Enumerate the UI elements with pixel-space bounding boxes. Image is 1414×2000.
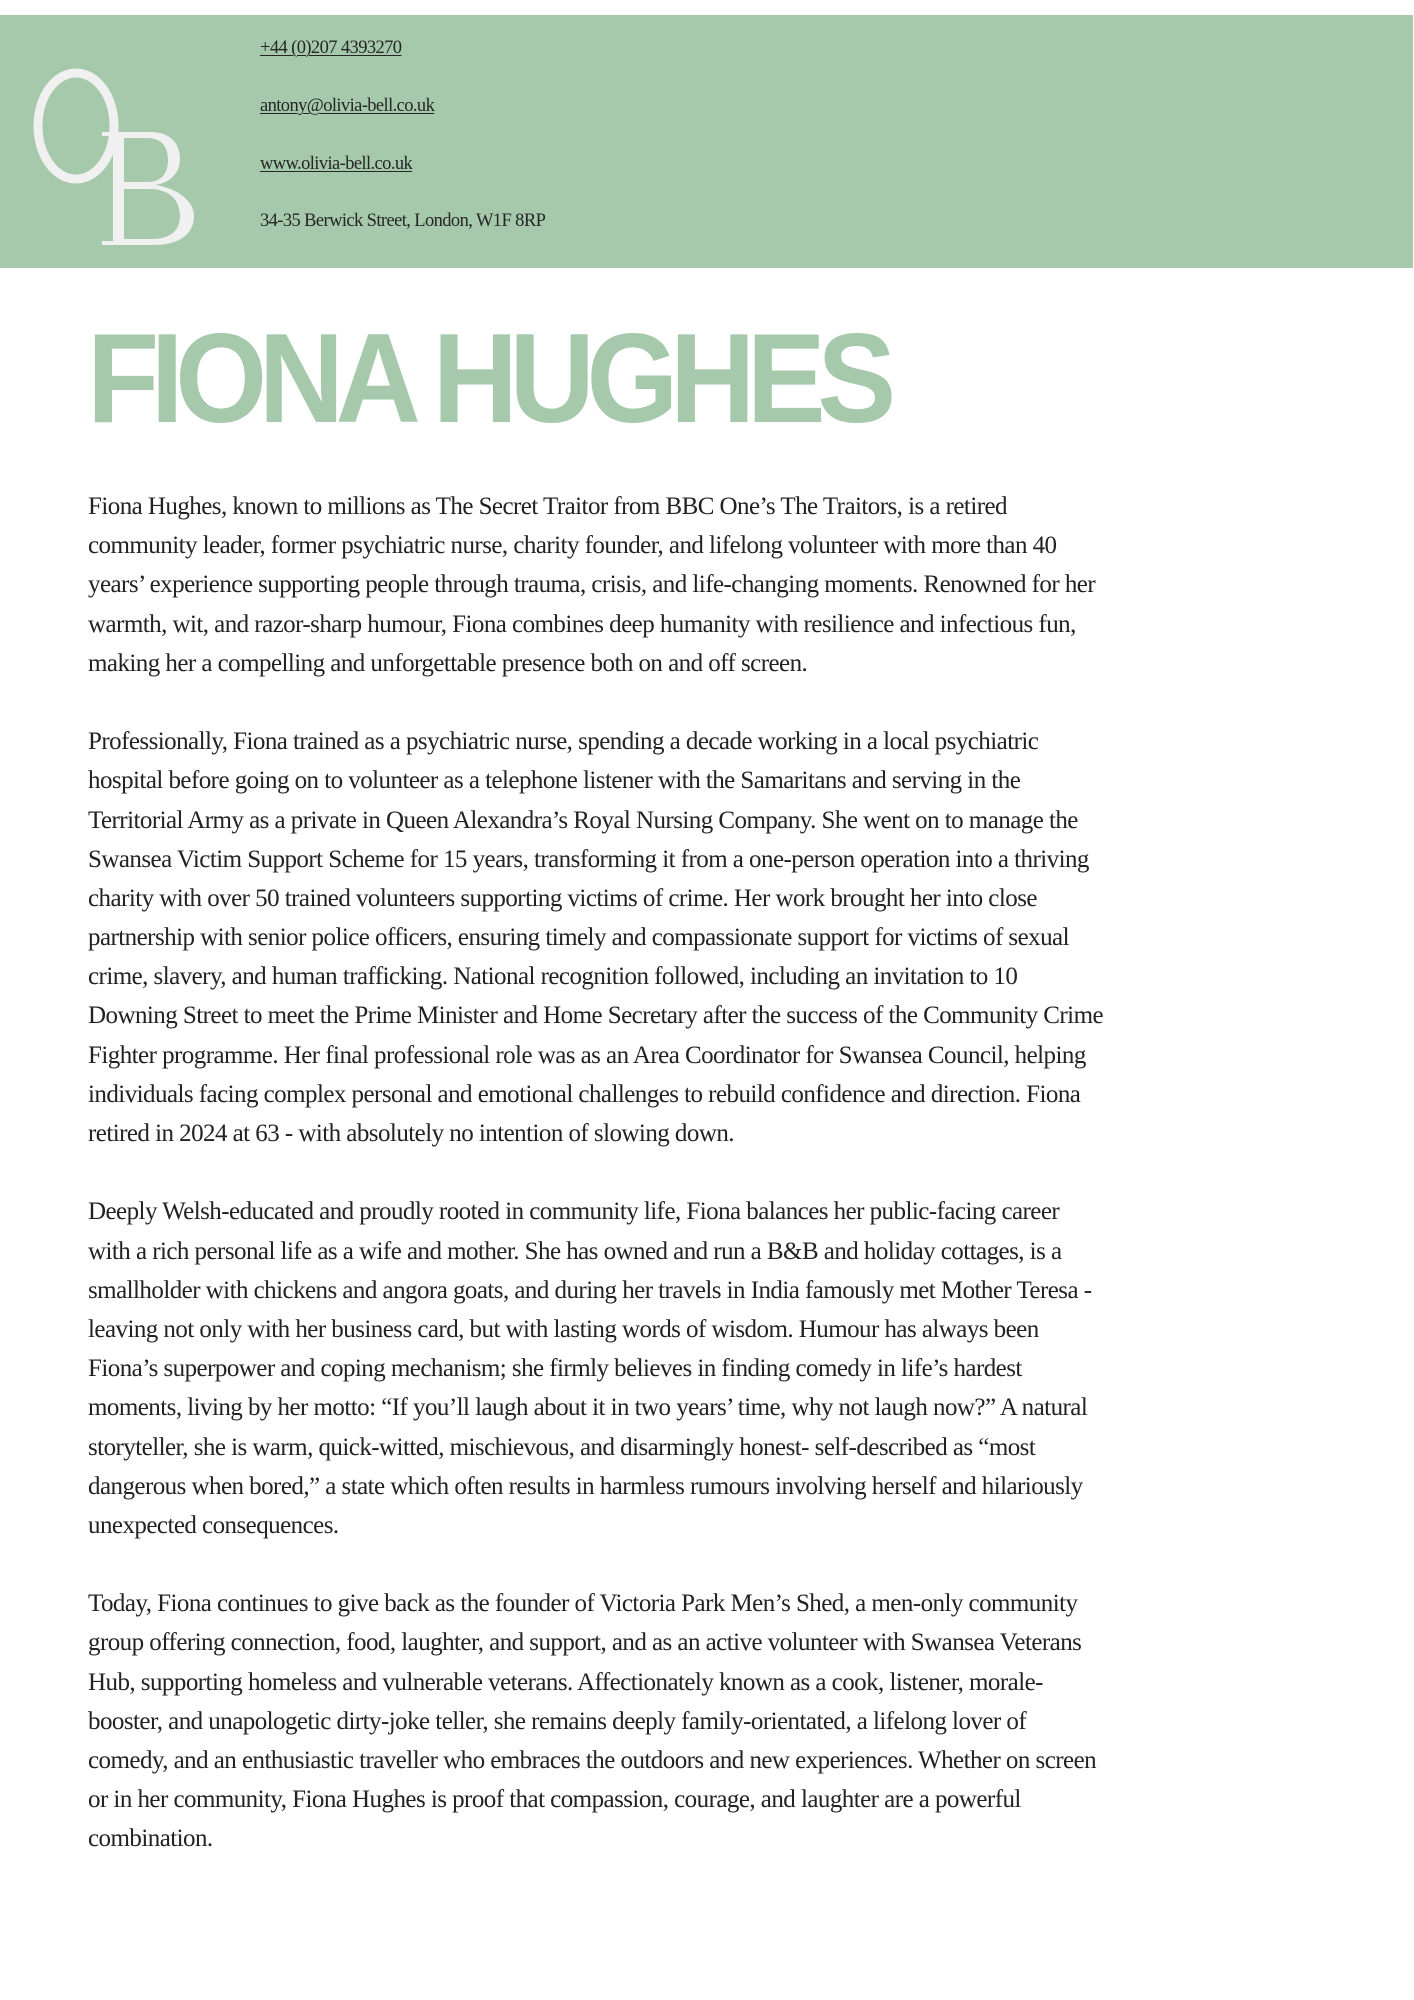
text-line: moments, living by her motto: “If you’ll laugh about it in two years’ time, why not laugh now?” A natural	[88, 1394, 1088, 1422]
header-banner	[0, 15, 1413, 268]
text-line: Today, Fiona continues to give back as the founder of Victoria Park Men’s Shed, a men-only community	[88, 1590, 1078, 1618]
text-line: with a rich personal life as a wife and mother. She has owned and run a B&B and holiday cottages, is a	[88, 1237, 1062, 1265]
text-line: Downing Street to meet the Prime Minister and Home Secretary after the success of the Community Crime	[88, 1002, 1104, 1030]
olivia-bell-logo	[22, 55, 202, 255]
text-line: community leader, former psychiatric nurse, charity founder, and lifelong volunteer with more than 40	[88, 532, 1057, 560]
paragraph-spacer	[88, 683, 1208, 722]
text-line: partnership with senior police officers, ensuring timely and compassionate support for victims of sexual	[88, 924, 1069, 952]
text-line: crime, slavery, and human trafficking. National recognition followed, including an invitation to 10	[88, 963, 1018, 991]
phone-link[interactable]: +44 (0)207 4393270	[260, 38, 402, 58]
text-line: group offering connection, food, laughter, and support, and as an active volunteer with Swansea Veterans	[88, 1629, 1082, 1657]
text-line: Deeply Welsh-educated and proudly rooted in community life, Fiona balances her public-facing career	[88, 1198, 1060, 1226]
text-line: charity with over 50 trained volunteers supporting victims of crime. Her work brought her into close	[88, 884, 1037, 912]
text-line: retired in 2024 at 63 - with absolutely no intention of slowing down.	[88, 1120, 734, 1147]
website-link[interactable]: www.olivia-bell.co.uk	[260, 154, 413, 174]
text-line: Professionally, Fiona trained as a psychiatric nurse, spending a decade working in a local psychiatric	[88, 728, 1039, 756]
paragraph-spacer	[88, 1153, 1208, 1192]
biography-paragraph-intro	[88, 487, 1208, 683]
text-line: warmth, wit, and razor-sharp humour, Fiona combines deep humanity with resilience and infectious fun,	[88, 610, 1076, 638]
text-line: Fighter programme. Her final professional role was as an Area Coordinator for Swansea Council, helping	[88, 1041, 1086, 1069]
biography	[88, 487, 1208, 1859]
biography-paragraph-personal	[88, 1192, 1208, 1545]
text-line: hospital before going on to volunteer as a telephone listener with the Samaritans and serving in the	[88, 767, 1021, 795]
email-link[interactable]: antony@olivia-bell.co.uk	[260, 96, 435, 116]
text-line: unexpected consequences.	[88, 1511, 339, 1539]
text-line: smallholder with chickens and angora goats, and during her travels in India famously met Mother Teresa -	[88, 1276, 1092, 1304]
logo-letter-o	[38, 73, 114, 179]
address-text: 34-35 Berwick Street, London, W1F 8RP	[260, 211, 546, 231]
biography-paragraph-today	[88, 1584, 1208, 1858]
logo-letter-b	[102, 132, 194, 245]
text-line: leaving not only with her business card, but with lasting words of wisdom. Humour has always been	[88, 1315, 1039, 1343]
text-line: Hub, supporting homeless and vulnerable veterans. Affectionately known as a cook, listener, morale-	[88, 1668, 1043, 1696]
paragraph-spacer	[88, 1545, 1208, 1584]
text-line: years’ experience supporting people through trauma, crisis, and life-changing moments. Renowned for her	[88, 571, 1096, 599]
text-line: dangerous when bored,” a state which often results in harmless rumours involving herself and hilariously	[88, 1472, 1083, 1500]
text-line: combination.	[88, 1825, 213, 1853]
text-line: comedy, and an enthusiastic traveller who embraces the outdoors and new experiences. Whether on screen	[88, 1747, 1097, 1774]
biography-paragraph-career	[88, 722, 1208, 1153]
text-line: Fiona Hughes, known to millions as The Secret Traitor from BBC One’s The Traitors, is a retired	[88, 493, 1007, 520]
text-line: storyteller, she is warm, quick-witted, mischievous, and disarmingly honest- self-described as “most	[88, 1433, 1036, 1461]
text-line: booster, and unapologetic dirty-joke teller, she remains deeply family-orientated, a lifelong lover of	[88, 1707, 1027, 1735]
text-line: individuals facing complex personal and emotional challenges to rebuild confidence and direction. Fiona	[88, 1080, 1081, 1108]
text-line: Fiona’s superpower and coping mechanism; she firmly believes in finding comedy in life’s hardest	[88, 1355, 1022, 1383]
profile-name-heading: FIONA HUGHES	[87, 307, 888, 449]
text-line: making her a compelling and unforgettable presence both on and off screen.	[88, 649, 808, 677]
text-line: Territorial Army as a private in Queen Alexandra’s Royal Nursing Company. She went on to manage the	[88, 806, 1078, 834]
text-line: Swansea Victim Support Scheme for 15 years, transforming it from a one-person operation into a thriving	[88, 845, 1089, 873]
text-line: or in her community, Fiona Hughes is proof that compassion, courage, and laughter are a powerful	[88, 1786, 1021, 1814]
